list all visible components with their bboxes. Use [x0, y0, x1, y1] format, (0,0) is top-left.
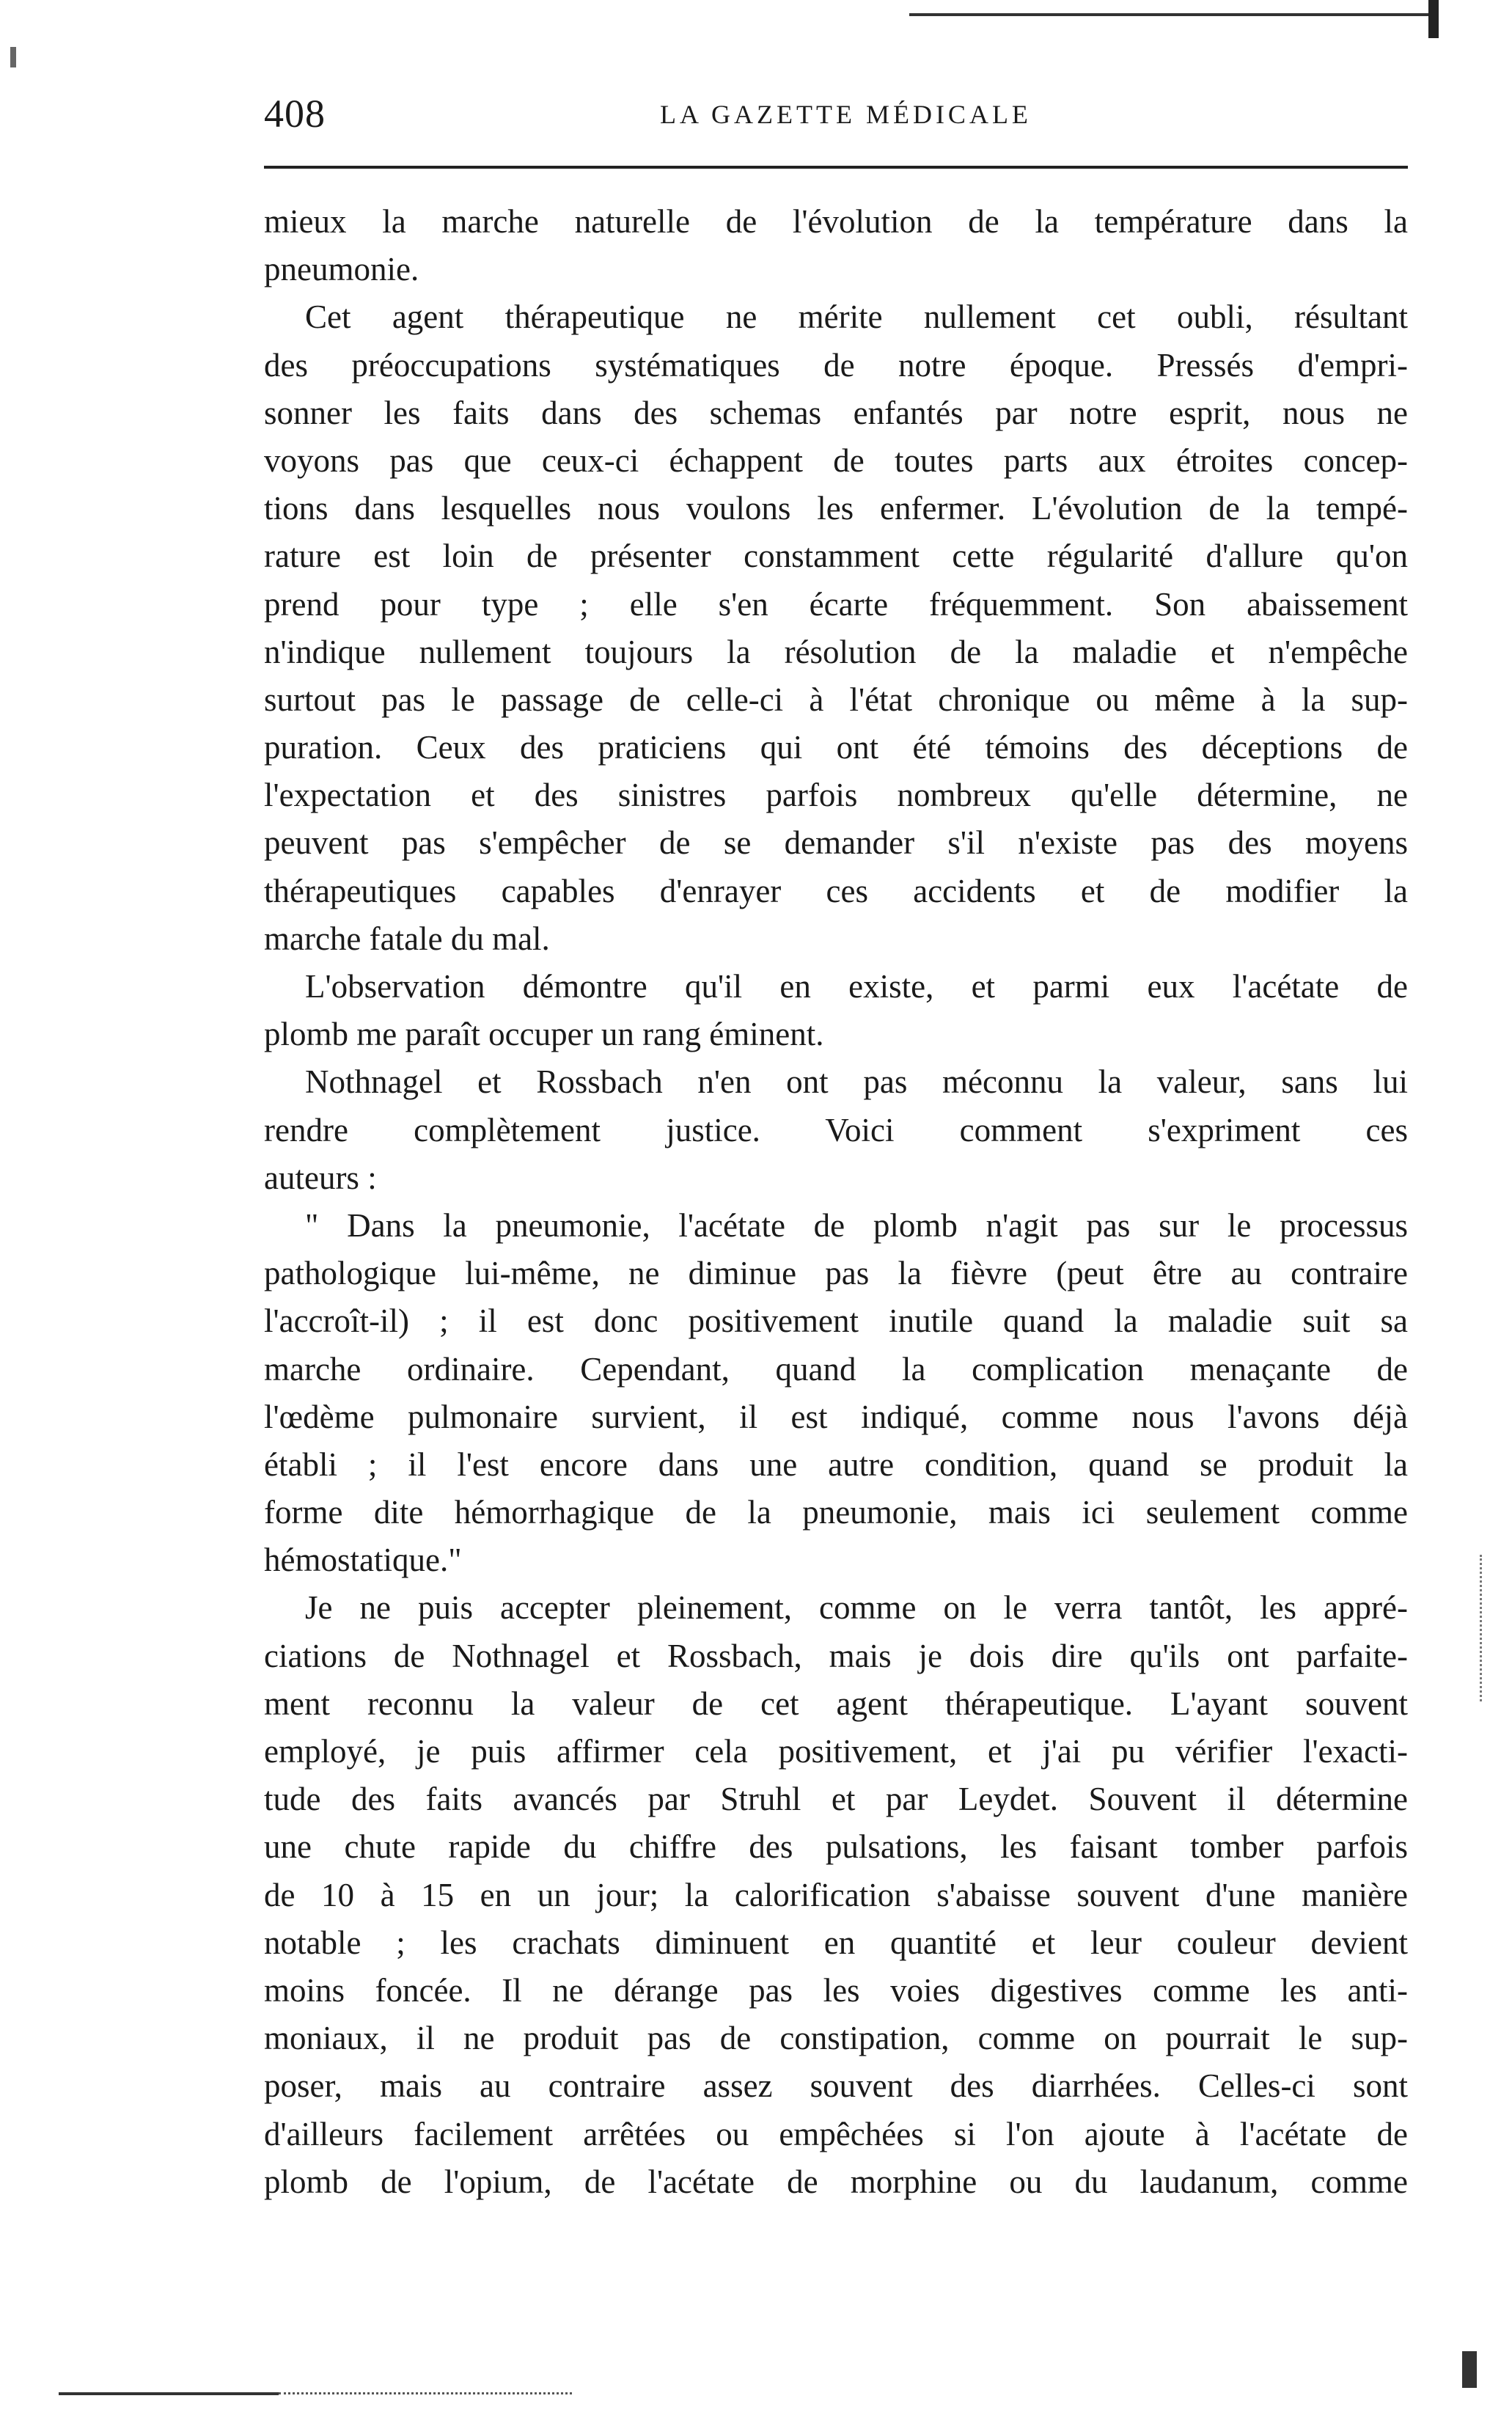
text-line: " Dans la pneumonie, l'acétate de plomb n'agit pas sur le processus [305, 1206, 1408, 1244]
scan-edge-speck [10, 47, 16, 67]
text-line: marche fatale du mal. [264, 920, 550, 957]
page-header [264, 88, 1408, 139]
text-line: peuvent pas s'empêcher de se demander s'il n'existe pas des moyens [264, 824, 1408, 862]
text-line: Je ne puis accepter pleinement, comme on le verra tantôt, les appré- [305, 1589, 1408, 1627]
header-rule [264, 166, 1408, 169]
text-line: puration. Ceux des praticiens qui ont été témoins des déceptions de [264, 729, 1408, 766]
text-line: plomb me paraît occuper un rang éminent. [264, 1016, 824, 1053]
scan-corner-mark [1462, 2351, 1477, 2388]
text-line: d'ailleurs facilement arrêtées ou empêchées si l'on ajoute à l'acétate de [264, 2115, 1408, 2152]
text-line: tions dans lesquelles nous voulons les enfermer. L'évolution de la tempé- [264, 490, 1408, 527]
text-line: employé, je puis affirmer cela positivement, et j'ai pu vérifier l'exacti- [264, 1733, 1408, 1770]
text-line: thérapeutiques capables d'enrayer ces accidents et de modifier la [264, 872, 1408, 909]
text-line: de 10 à 15 en un jour; la calorification s'abaisse souvent d'une manière [264, 1876, 1408, 1913]
text-line: moins foncée. Il ne dérange pas les voies digestives comme les anti- [264, 1971, 1408, 2009]
text-line: l'expectation et des sinistres parfois nombreux qu'elle détermine, ne [264, 777, 1408, 814]
text-line: mieux la marche naturelle de l'évolution de la température dans la [264, 203, 1408, 240]
running-head: LA GAZETTE MÉDICALE [660, 100, 1032, 129]
text-line: plomb de l'opium, de l'acétate de morphine ou du laudanum, comme [264, 2163, 1408, 2200]
text-line: l'œdème pulmonaire survient, il est indiqué, comme nous l'avons déjà [264, 1398, 1408, 1435]
text-line: pneumonie. [264, 251, 419, 288]
text-line: prend pour type ; elle s'en écarte fréquemment. Son abaissement [264, 585, 1408, 623]
text-line: notable ; les crachats diminuent en quantité et leur couleur devient [264, 1924, 1408, 1961]
text-line: une chute rapide du chiffre des pulsations, les faisant tomber parfois [264, 1828, 1408, 1866]
text-line: L'observation démontre qu'il en existe, et parmi eux l'acétate de [305, 968, 1408, 1005]
text-line: hémostatique." [264, 1542, 462, 1579]
text-line: tude des faits avancés par Struhl et par Leydet. Souvent il détermine [264, 1781, 1408, 1818]
text-line: auteurs : [264, 1159, 377, 1196]
text-line: n'indique nullement toujours la résolution de la maladie et n'empêche [264, 633, 1408, 670]
page-number: 408 [264, 92, 326, 136]
text-line: moniaux, il ne produit pas de constipation, comme on pourrait le sup- [264, 2020, 1408, 2057]
scan-margin-specks [1480, 1555, 1485, 1701]
text-line: rendre complètement justice. Voici comment s'expriment ces [264, 1111, 1408, 1148]
text-line: poser, mais au contraire assez souvent des diarrhées. Celles-ci sont [264, 2067, 1408, 2105]
scan-edge-rule [909, 13, 1437, 16]
text-line: l'accroît-il) ; il est donc positivement inutile quand la maladie suit sa [264, 1302, 1408, 1340]
text-line: rature est loin de présenter constamment cette régularité d'allure qu'on [264, 538, 1408, 575]
text-line: pathologique lui-même, ne diminue pas la fièvre (peut être au contraire [264, 1255, 1408, 1292]
text-line: forme dite hémorrhagique de la pneumonie, mais ici seulement comme [264, 1494, 1408, 1531]
scan-bottom-rule [59, 2392, 279, 2395]
text-line: ciations de Nothnagel et Rossbach, mais je dois dire qu'ils ont parfaite- [264, 1637, 1408, 1674]
text-line: ment reconnu la valeur de cet agent thérapeutique. L'ayant souvent [264, 1685, 1408, 1722]
text-line: sonner les faits dans des schemas enfantés par notre esprit, nous ne [264, 394, 1408, 431]
scan-bottom-dots [279, 2392, 572, 2396]
scan-corner-mark [1428, 0, 1439, 38]
text-line: surtout pas le passage de celle-ci à l'état chronique ou même à la sup- [264, 681, 1408, 718]
text-line: établi ; il l'est encore dans une autre condition, quand se produit la [264, 1445, 1408, 1483]
text-line: Cet agent thérapeutique ne mérite nullement cet oubli, résultant [305, 298, 1408, 336]
text-line: voyons pas que ceux-ci échappent de toutes parts aux étroites concep- [264, 441, 1408, 479]
body-text [264, 198, 1408, 2206]
text-line: Nothnagel et Rossbach n'en ont pas méconnu la valeur, sans lui [305, 1063, 1408, 1101]
text-line: marche ordinaire. Cependant, quand la complication menaçante de [264, 1350, 1408, 1388]
text-line: des préoccupations systématiques de notre époque. Pressés d'empri- [264, 346, 1408, 384]
